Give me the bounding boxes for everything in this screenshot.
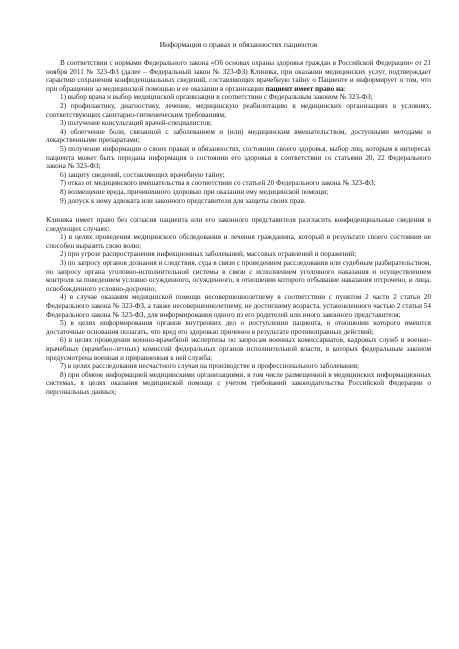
disclosure-intro: Клиника имеет право без согласия пациента или его законного представителя разгласить конфиденциальные сведения в следующих случаях: — [46, 216, 431, 233]
disclosure-item: 5) в целях информирования органов внутренних дел о поступлении пациента, в отношении которого имеются достаточные основания полагать, что вред его здоровью причинен в результате противоправных действий; — [46, 319, 431, 336]
disclosure-item: 4) в случае оказания медицинской помощи несовершеннолетнему в соответствии с пунктом 2 части 2 статьи 20 Федерального закона № 323-ФЗ, а также несовершеннолетнему, не достигшему возраста, установленного частью 2 статьи 54 Федерального закона № 323-ФЗ, для информирования одного из его родителей или иного законного представителя; — [46, 293, 431, 319]
rights-item: 4) облегчение боли, связанной с заболеванием и (или) медицинским вмешательством, доступными методами и лекарственными препаратами; — [46, 127, 431, 145]
rights-item: 2) профилактику, диагностику, лечение, медицинскую реабилитацию в медицинских организациях в условиях, соответствующих санитарно-гигиеническим требованиям; — [46, 101, 431, 119]
document-title: Информация о правах и обязанностях пациентов — [159, 40, 318, 49]
rights-item: 8) возмещение вреда, причиненного здоровью при оказании ему медицинской помощи; — [60, 187, 329, 196]
rights-item: 5) получение информации о своих правах и обязанностях, состоянии своего здоровья, выбор лиц, которым в интересах пациента может быть передана информация о состоянии его здоровья в соответствии со статьями 20, 22 Федерального закона № 323-ФЗ; — [46, 144, 431, 171]
section-gap — [46, 205, 431, 216]
rights-item: 9) допуск к нему адвоката или законного представителя для защиты своих прав. — [60, 196, 306, 205]
intro-text: В соответствии с нормами Федерального закона «Об основах охраны здоровья граждан в Российской Федерации» от 21 ноября 2011 № 323-ФЗ (далее – Федеральный закон № 323-ФЗ) Клиника, при оказании медицинских услуг, подтверждает гарантию сохранения конфиденциальных сведений, составляющих врачебную тайну о Пациенте и информирует о том, что при обращении за медицинской помощью и ее оказании в организации — [46, 59, 431, 93]
disclosure-item: 1) в целях проведения медицинского обследования и лечения гражданина, который в результате своего состояния не способен выразить свою волю; — [46, 233, 431, 250]
rights-item: 1) выбор врача и выбор медицинской организации в соответствии с Федеральным законом № 323-ФЗ; — [60, 93, 373, 102]
disclosure-item: 8) при обмене информацией медицинскими организациями, в том числе размещенной в медицинских информационных системах, в целях оказания медицинской помощи с учетом требований законодательства Российской Федерации о персональных данных; — [46, 370, 431, 396]
disclosure-item: 2) при угрозе распространения инфекционных заболеваний, массовых отравлений и поражений; — [60, 250, 357, 259]
disclosure-item: 6) в целях проведения военно-врачебной экспертизы по запросам военных комиссариатов, кадровых служб и военно-врачебных (врачебно-летных) комиссий федеральных органов исполнительной власти, в которых федеральным законом предусмотрена военная и приравненная к ней служба; — [46, 336, 431, 362]
intro-bold-phrase: пациент имеет право на — [265, 84, 344, 93]
rights-item: 7) отказ от медицинского вмешательства в соответствии со статьей 20 Федерального закона № 323-ФЗ; — [60, 179, 376, 188]
intro-paragraph — [46, 59, 431, 93]
rights-item: 6) защиту сведений, составляющих врачебную тайну; — [60, 170, 225, 179]
rights-item: 3) получение консультаций врачей-специалистов; — [60, 119, 212, 128]
disclosure-item: 7) в целях расследования несчастного случая на производстве и профессионального заболевания; — [60, 362, 360, 371]
disclosure-item: 3) по запросу органов дознания и следствия, суда в связи с проведением расследования или судебным разбирательством, по запросу органа уголовно-исполнительной системы в связи с исполнением уголовного наказания и осуществлением контроля за поведением условно осужденного, осужденного, в отношении которого отбывание наказания отсрочено, и лица, освобожденного условно-досрочно; — [46, 259, 431, 293]
intro-end: : — [343, 84, 346, 93]
